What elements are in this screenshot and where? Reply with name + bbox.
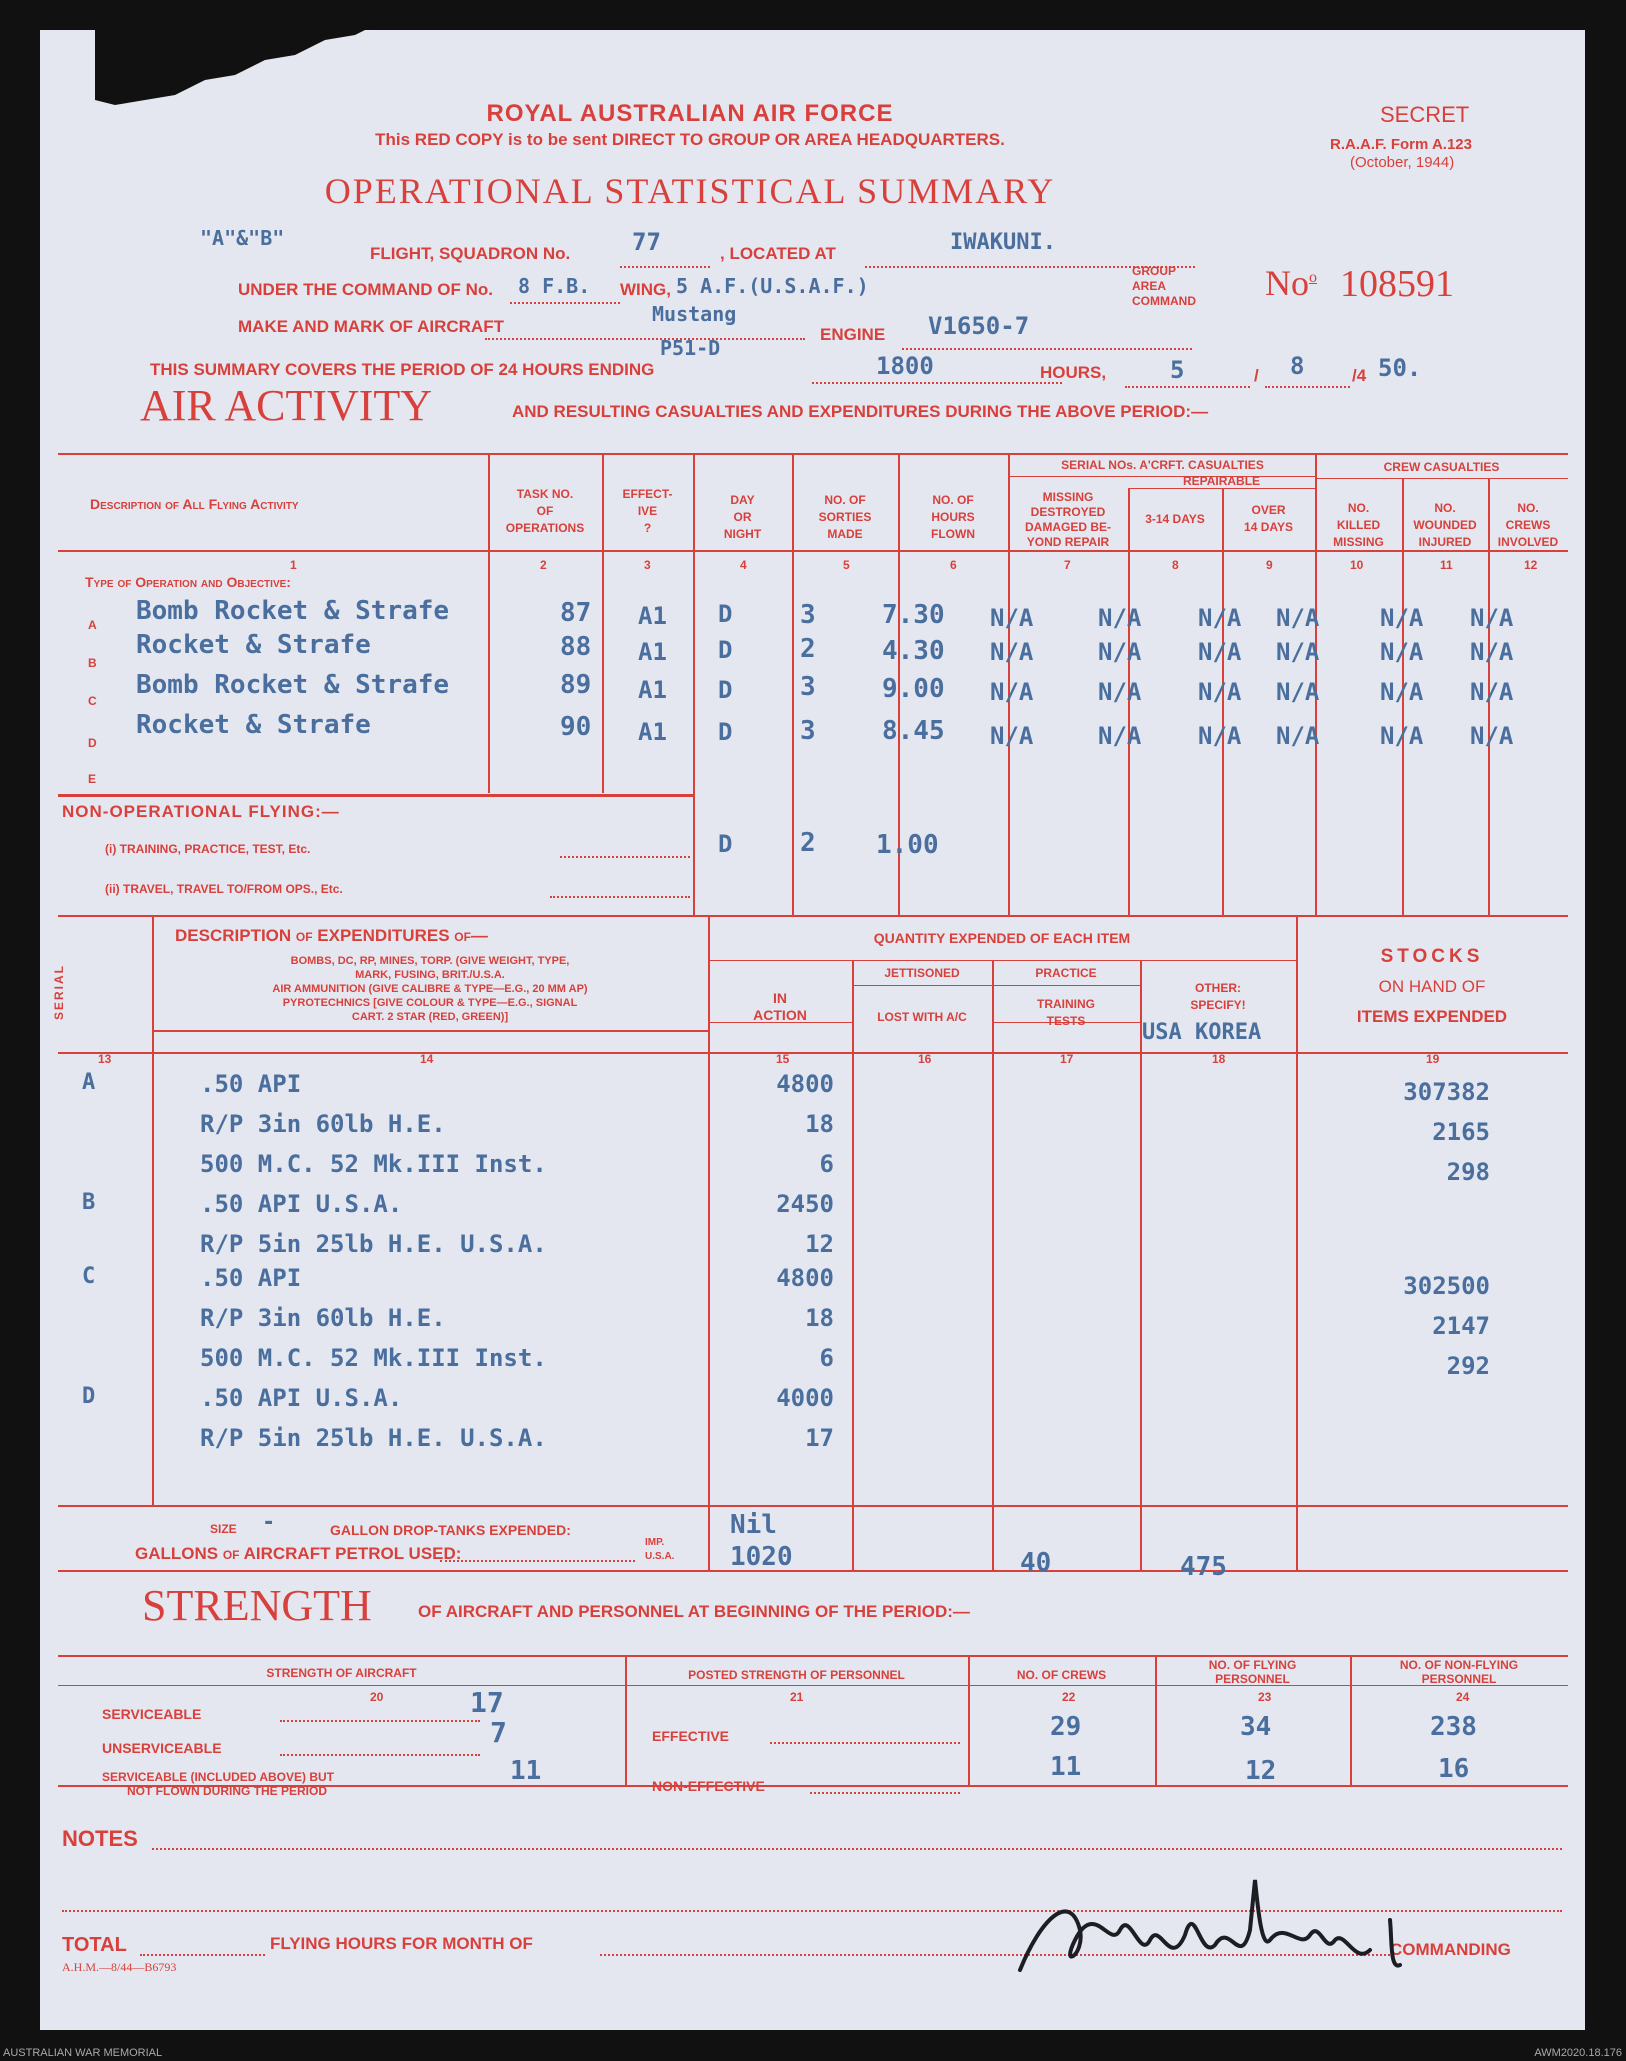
aircraft-mark: P51-D (660, 336, 721, 360)
torn-corner-icon (95, 0, 395, 110)
col-3-14-days-header: 3-14 DAYS (1145, 512, 1205, 526)
hours-label: HOURS, (1040, 363, 1107, 382)
air-activity-title: AIR ACTIVITY (140, 381, 433, 430)
col-practice-header: PRACTICE (1035, 966, 1097, 980)
expenditure-quantity: 12 (805, 1230, 834, 1258)
engine-value: V1650-7 (928, 312, 1030, 340)
copy-note: This RED COPY is to be sent DIRECT TO GROUP OR AREA HEADQUARTERS. (375, 130, 1005, 149)
expenditure-quantity: 4800 (776, 1264, 834, 1292)
col-over-14-header: OVER 14 DAYS (1244, 503, 1293, 534)
aircraft-make: Mustang (652, 302, 737, 326)
notes-label: NOTES (62, 1826, 138, 1851)
petrol-action: 1020 (730, 1542, 793, 1572)
expenditure-description: .50 API U.S.A. (200, 1190, 403, 1218)
expenditure-serial: C (82, 1264, 96, 1289)
col-jettisoned-header: JETTISONED (884, 966, 960, 980)
col-lost-header: LOST WITH A/C (877, 1010, 967, 1024)
effective-flying: 34 (1240, 1712, 1272, 1742)
repairable-header: REPAIRABLE (1182, 474, 1261, 488)
quantity-title: QUANTITY EXPENDED OF EACH ITEM (873, 930, 1131, 946)
crew-casualties-header: CREW CASUALTIES (1383, 460, 1500, 474)
expenditure-stock: 2147 (1432, 1312, 1490, 1340)
type-of-operation-label: Type of Operation and Objective: (85, 574, 291, 590)
org-title: ROYAL AUSTRALIAN AIR FORCE (486, 100, 894, 127)
form-date: (October, 1944) (1350, 154, 1455, 171)
air-activity-subtitle: AND RESULTING CASUALTIES AND EXPENDITURES DURING THE ABOVE PERIOD:— (512, 402, 1209, 421)
col-daynight-header: DAY OR NIGHT (723, 493, 762, 541)
hours-value: 1800 (876, 352, 934, 380)
expenditure-stock: 298 (1446, 1158, 1490, 1186)
expenditure-stock: 302500 (1403, 1272, 1490, 1300)
group-area-labels: GROUP AREA COMMAND (1132, 264, 1196, 308)
training-hours: 1.00 (876, 830, 939, 860)
petrol-units: IMP. U.S.A. (645, 1537, 675, 1562)
col-wounded-header: NO. WOUNDED INJURED (1413, 501, 1477, 549)
archive-left: AUSTRALIAN WAR MEMORIAL (3, 2047, 163, 2059)
effective-label: EFFECTIVE (652, 1728, 730, 1744)
petrol-other: 475 (1180, 1552, 1227, 1582)
expenditure-description: .50 API U.S.A. (200, 1384, 403, 1412)
unserviceable-label: UNSERVICEABLE (102, 1740, 222, 1756)
serial-prefix: No$^o$ (1265, 263, 1317, 303)
flight-label: FLIGHT, SQUADRON No. (370, 244, 571, 263)
strength-aircraft-header: STRENGTH OF AIRCRAFT (266, 1666, 417, 1680)
print-code: A.H.M.—8/44—B6793 (62, 1960, 177, 1974)
period-label: THIS SUMMARY COVERS THE PERIOD OF 24 HOURS ENDING (150, 360, 655, 379)
non-effective-label: NON-EFFECTIVE (652, 1778, 765, 1794)
expenditure-description: R/P 3in 60lb H.E. (200, 1304, 446, 1332)
col-effective-header: EFFECT- IVE ? (622, 487, 673, 535)
expenditure-description: 500 M.C. 52 Mk.III Inst. (200, 1344, 547, 1372)
serial-header: SERIAL (52, 963, 66, 1020)
located-label: , LOCATED AT (720, 244, 836, 263)
not-flown-label: SERVICEABLE (INCLUDED ABOVE) BUT NOT FLOWN DURING THE PERIOD (102, 1770, 335, 1798)
col-training-header: TRAINING TESTS (1037, 997, 1095, 1028)
col-missing-header: MISSING DESTROYED DAMAGED BE- YOND REPAIR (1025, 490, 1111, 549)
expenditure-serial: D (82, 1384, 96, 1409)
flight-value: "A"&"B" (200, 226, 285, 250)
wing-number: 8 F.B. (518, 274, 591, 298)
petrol-label: GALLONS of AIRCRAFT PETROL USED: (135, 1544, 462, 1563)
training-sorties: 2 (800, 828, 816, 858)
aircraft-label: MAKE AND MARK OF AIRCRAFT (238, 317, 504, 336)
training-daynight: D (718, 830, 733, 858)
wing-label: WING, (620, 280, 671, 299)
signature (1000, 1860, 1420, 1990)
col-task-header: TASK NO. OF OPERATIONS (505, 487, 585, 535)
expenditure-quantity: 2450 (776, 1190, 834, 1218)
commanding-label: COMMANDING (1390, 1940, 1511, 1959)
serviceable-value: 17 (470, 1686, 504, 1719)
year-value: 50. (1378, 354, 1422, 382)
month-value: 8 (1290, 352, 1305, 380)
expenditure-quantity: 6 (819, 1150, 834, 1178)
col-hours-header: NO. OF HOURS FLOWN (931, 493, 975, 541)
serviceable-label: SERVICEABLE (102, 1706, 202, 1722)
expenditure-serial: A (82, 1070, 96, 1095)
non-op-label: NON-OPERATIONAL FLYING:— (62, 802, 340, 821)
expenditure-stock: 2165 (1432, 1118, 1490, 1146)
archive-right: AWM2020.18.176 (1534, 2047, 1622, 2059)
form-number: R.A.A.F. Form A.123 (1330, 136, 1472, 153)
col-description-header: Description of All Flying Activity (90, 496, 299, 512)
expenditure-quantity: 18 (805, 1110, 834, 1138)
col-killed-header: NO. KILLED MISSING (1333, 501, 1384, 549)
serial-casualties-header: SERIAL NOs. A'CRFT. CASUALTIES (1061, 458, 1264, 472)
expenditure-description: 500 M.C. 52 Mk.III Inst. (200, 1150, 547, 1178)
expenditure-description: R/P 5in 25lb H.E. U.S.A. (200, 1424, 547, 1452)
expenditure-stock: 292 (1446, 1352, 1490, 1380)
col-crews-header: NO. CREWS INVOLVED (1497, 501, 1559, 549)
expenditure-quantity: 4800 (776, 1070, 834, 1098)
total-label: TOTAL (62, 1934, 127, 1956)
expenditures-desc-lines: BOMBS, DC, RP, MINES, TORP. (GIVE WEIGHT, TYPE, MARK, FUSING, BRIT./U.S.A. AIR AMMUNITION (GIVE CALIBRE & TYPE—E.G., 20 MM AP) PYROTECHNICS [GIVE COLOUR & TYPE—E.G., SIGNAL CART. 2 STAR (RED, GREEN)] (272, 955, 588, 1023)
command-value: 5 A.F.(U.S.A.F.) (676, 274, 869, 298)
posted-strength-header: POSTED STRENGTH OF PERSONNEL (688, 1668, 905, 1682)
col-in-action-header: IN ACTION (753, 990, 807, 1023)
other-value: USA KOREA (1142, 1020, 1262, 1045)
non-effective-crews: 11 (1050, 1752, 1082, 1782)
flying-hours-label: FLYING HOURS FOR MONTH OF (270, 1934, 533, 1953)
location: IWAKUNI. (950, 230, 1056, 255)
expenditure-quantity: 17 (805, 1424, 834, 1452)
expenditure-serial: B (82, 1190, 96, 1215)
classification: SECRET (1380, 102, 1470, 127)
expenditure-description: R/P 3in 60lb H.E. (200, 1110, 446, 1138)
non-effective-nonflying: 16 (1438, 1754, 1470, 1784)
command-label: UNDER THE COMMAND OF No. (238, 280, 493, 299)
droptanks-label: GALLON DROP-TANKS EXPENDED: (330, 1522, 571, 1538)
strength-subtitle: OF AIRCRAFT AND PERSONNEL AT BEGINNING OF THE PERIOD:— (418, 1602, 970, 1621)
expenditures-desc-title: DESCRIPTION of EXPENDITURES of— (175, 926, 488, 945)
expenditure-quantity: 4000 (776, 1384, 834, 1412)
expenditure-description: .50 API (200, 1070, 302, 1098)
expenditure-stock: 307382 (1403, 1078, 1490, 1106)
col-stocks-header: STOCKS ON HAND OF ITEMS EXPENDED (1356, 946, 1508, 1026)
droptanks-value: Nil (730, 1510, 777, 1540)
nonflying-personnel-header: NO. OF NON-FLYING PERSONNEL (1399, 1658, 1519, 1686)
squadron-number: 77 (632, 228, 661, 256)
year-prefix: /4 (1352, 366, 1367, 385)
strength-title: STRENGTH (142, 1581, 372, 1630)
expenditure-quantity: 18 (805, 1304, 834, 1332)
form-paper: ROYAL AUSTRALIAN AIR FORCE This RED COPY is to be sent DIRECT TO GROUP OR AREA HEADQUARTERS. OPERATIONAL STATISTICAL SUMMARY SECRET R.A.A.F. Form A.123 (October, 1944) No$^o$ 108591 "A"&"B" FLIGHT, SQUADRON No. 77 , LOCATED AT IWAKUNI. UNDER THE COMMAND OF No. 8 F.B. WING, 5 A.F.(U.S.A.F.) GROUP AREA COMMAND MAKE AND MARK OF AIRCRAFT Mustang P51-D ENGINE V1650-7 THIS SUMMARY COVERS THE PERIOD OF 24 HOURS ENDING 1800 HOURS, 5 / 8 /4 50. AIR ACTIVITY AND RESULTING CASUALTIES AND EXPENDITURES DURING THE ABOVE PERIOD:— Description of All Flying Activity TASK NO. OF OPERATIONS EFFECT- IVE ? DAY OR NIGHT NO. OF SORTIES MADE NO. OF HOURS FLOWN SERIAL NOs. A'CRFT. CASUALTIES MISSING DESTROYED DAMAGED BE- YOND REPAIR REPAIRABLE 3-14 DAYS OVER 14 DAYS CREW CASUALTIES NO. KILLED MISSING NO. WOUNDED INJURED NO. CREWS INVOLVED 1 2 3 4 5 6 7 8 9 10 11 12 Type of Operation and Objective: A B C D E Bomb Rocket & Strafe 87 A1 D 3 7.30 N/A N/A N/A N/A N/A N/A Rocket & Strafe 88 A1 D 2 4.30 N/A N/A N/A N/A N/A N/A Bomb Rocket & Strafe 89 A1 D 3 9.00 N/A N/A N/A N/A N/A N/A Rocket & Strafe 90 A1 D 3 8.45 N/A N/A N/A N/A N/A N/A NON-OPERATIONAL FLYING:— (i) TRAINING, PRACTICE, TEST, Etc. (ii) TRAVEL, TRAVEL TO/FROM OPS., Etc. D 2 1.00 SERIAL DESCRIPTION of EXPENDITURES of— BOMBS, DC, RP, MINES, TORP. (GIVE WEIGHT, TYPE, MARK, FUSING, BRIT./U.S.A. AIR AMMUNITION (GIVE CALIBRE & TYPE—E.G., 20 MM AP) PYROTECHNICS [GIVE COLOUR & TYPE—E.G., SIGNAL CART. 2 STAR (RED, GREEN)] QUANTITY EXPENDED OF EACH ITEM IN ACTION JETTISONED LOST WITH A/C PRACTICE TRAINING TESTS OTHER: SPECIFY! USA KOREA STOCKS ON HAND OF ITEMS EXPENDED 13 14 15 16 17 18 19 A .50 API 4800 307382 R/P 3in 60lb H.E. 18 2165 500 M.C. 52 Mk.III Inst. 6 298 B .50 API U.S.A. 2450 R/P 5in 25lb H.E. U.S.A. 12 C .50 API 4800 302500 R/P 3in 60lb H.E. 18 2147 500 M.C. 52 Mk.III Inst. 6 292 D .50 API U.S.A. 4000 R/P 5in 25lb H.E. U.S.A. 17 SIZE - GALLON DROP-TANKS EXPENDED: Nil GALLONS of AIRCRAFT PETROL USED: IMP. U.S.A. 1020 40 475 STRENGTH OF AIRCRAFT AND PERSONNEL AT BEGINNING OF THE PERIOD:— STRENGTH OF AIRCRAFT POSTED STRENGTH OF PERSONNEL NO. OF CREWS NO. OF FLYING PERSONNEL NO. OF NON-FLYING PERSONNEL 20 21 22 23 24 SERVICEABLE 17 UNSERVICEABLE 7 SERVICEABLE (INCLUDED ABOVE) BUT NOT FLOWN DURING THE PERIOD 11 EFFECTIVE NON-EFFECTIVE 29 34 238 11 12 16 NOTES TOTAL FLYING HOURS FOR MONTH OF COMMANDING A.H.M.—8/44—B6793 (40, 30, 1585, 2030)
crews-header: NO. OF CREWS (1016, 1668, 1107, 1682)
unserviceable-value: 7 (490, 1716, 507, 1749)
expenditure-description: R/P 5in 25lb H.E. U.S.A. (200, 1230, 547, 1258)
size-label: SIZE (210, 1522, 237, 1536)
engine-label: ENGINE (820, 325, 886, 344)
flying-personnel-header: NO. OF FLYING PERSONNEL (1208, 1658, 1297, 1686)
col-other-header: OTHER: SPECIFY! (1190, 981, 1246, 1012)
travel-label: (ii) TRAVEL, TRAVEL TO/FROM OPS., Etc. (105, 882, 343, 896)
expenditure-quantity: 6 (819, 1344, 834, 1372)
serial-number: 108591 (1340, 263, 1454, 305)
size-value: - (262, 1510, 276, 1535)
page-title: OPERATIONAL STATISTICAL SUMMARY (324, 171, 1056, 211)
effective-crews: 29 (1050, 1712, 1082, 1742)
not-flown-value: 11 (510, 1756, 542, 1786)
effective-nonflying: 238 (1430, 1712, 1477, 1742)
expenditure-description: .50 API (200, 1264, 302, 1292)
non-effective-flying: 12 (1245, 1756, 1277, 1786)
petrol-practice: 40 (1020, 1548, 1052, 1578)
col-sorties-header: NO. OF SORTIES MADE (818, 493, 872, 541)
day-value: 5 (1170, 356, 1185, 384)
training-label: (i) TRAINING, PRACTICE, TEST, Etc. (105, 842, 311, 856)
